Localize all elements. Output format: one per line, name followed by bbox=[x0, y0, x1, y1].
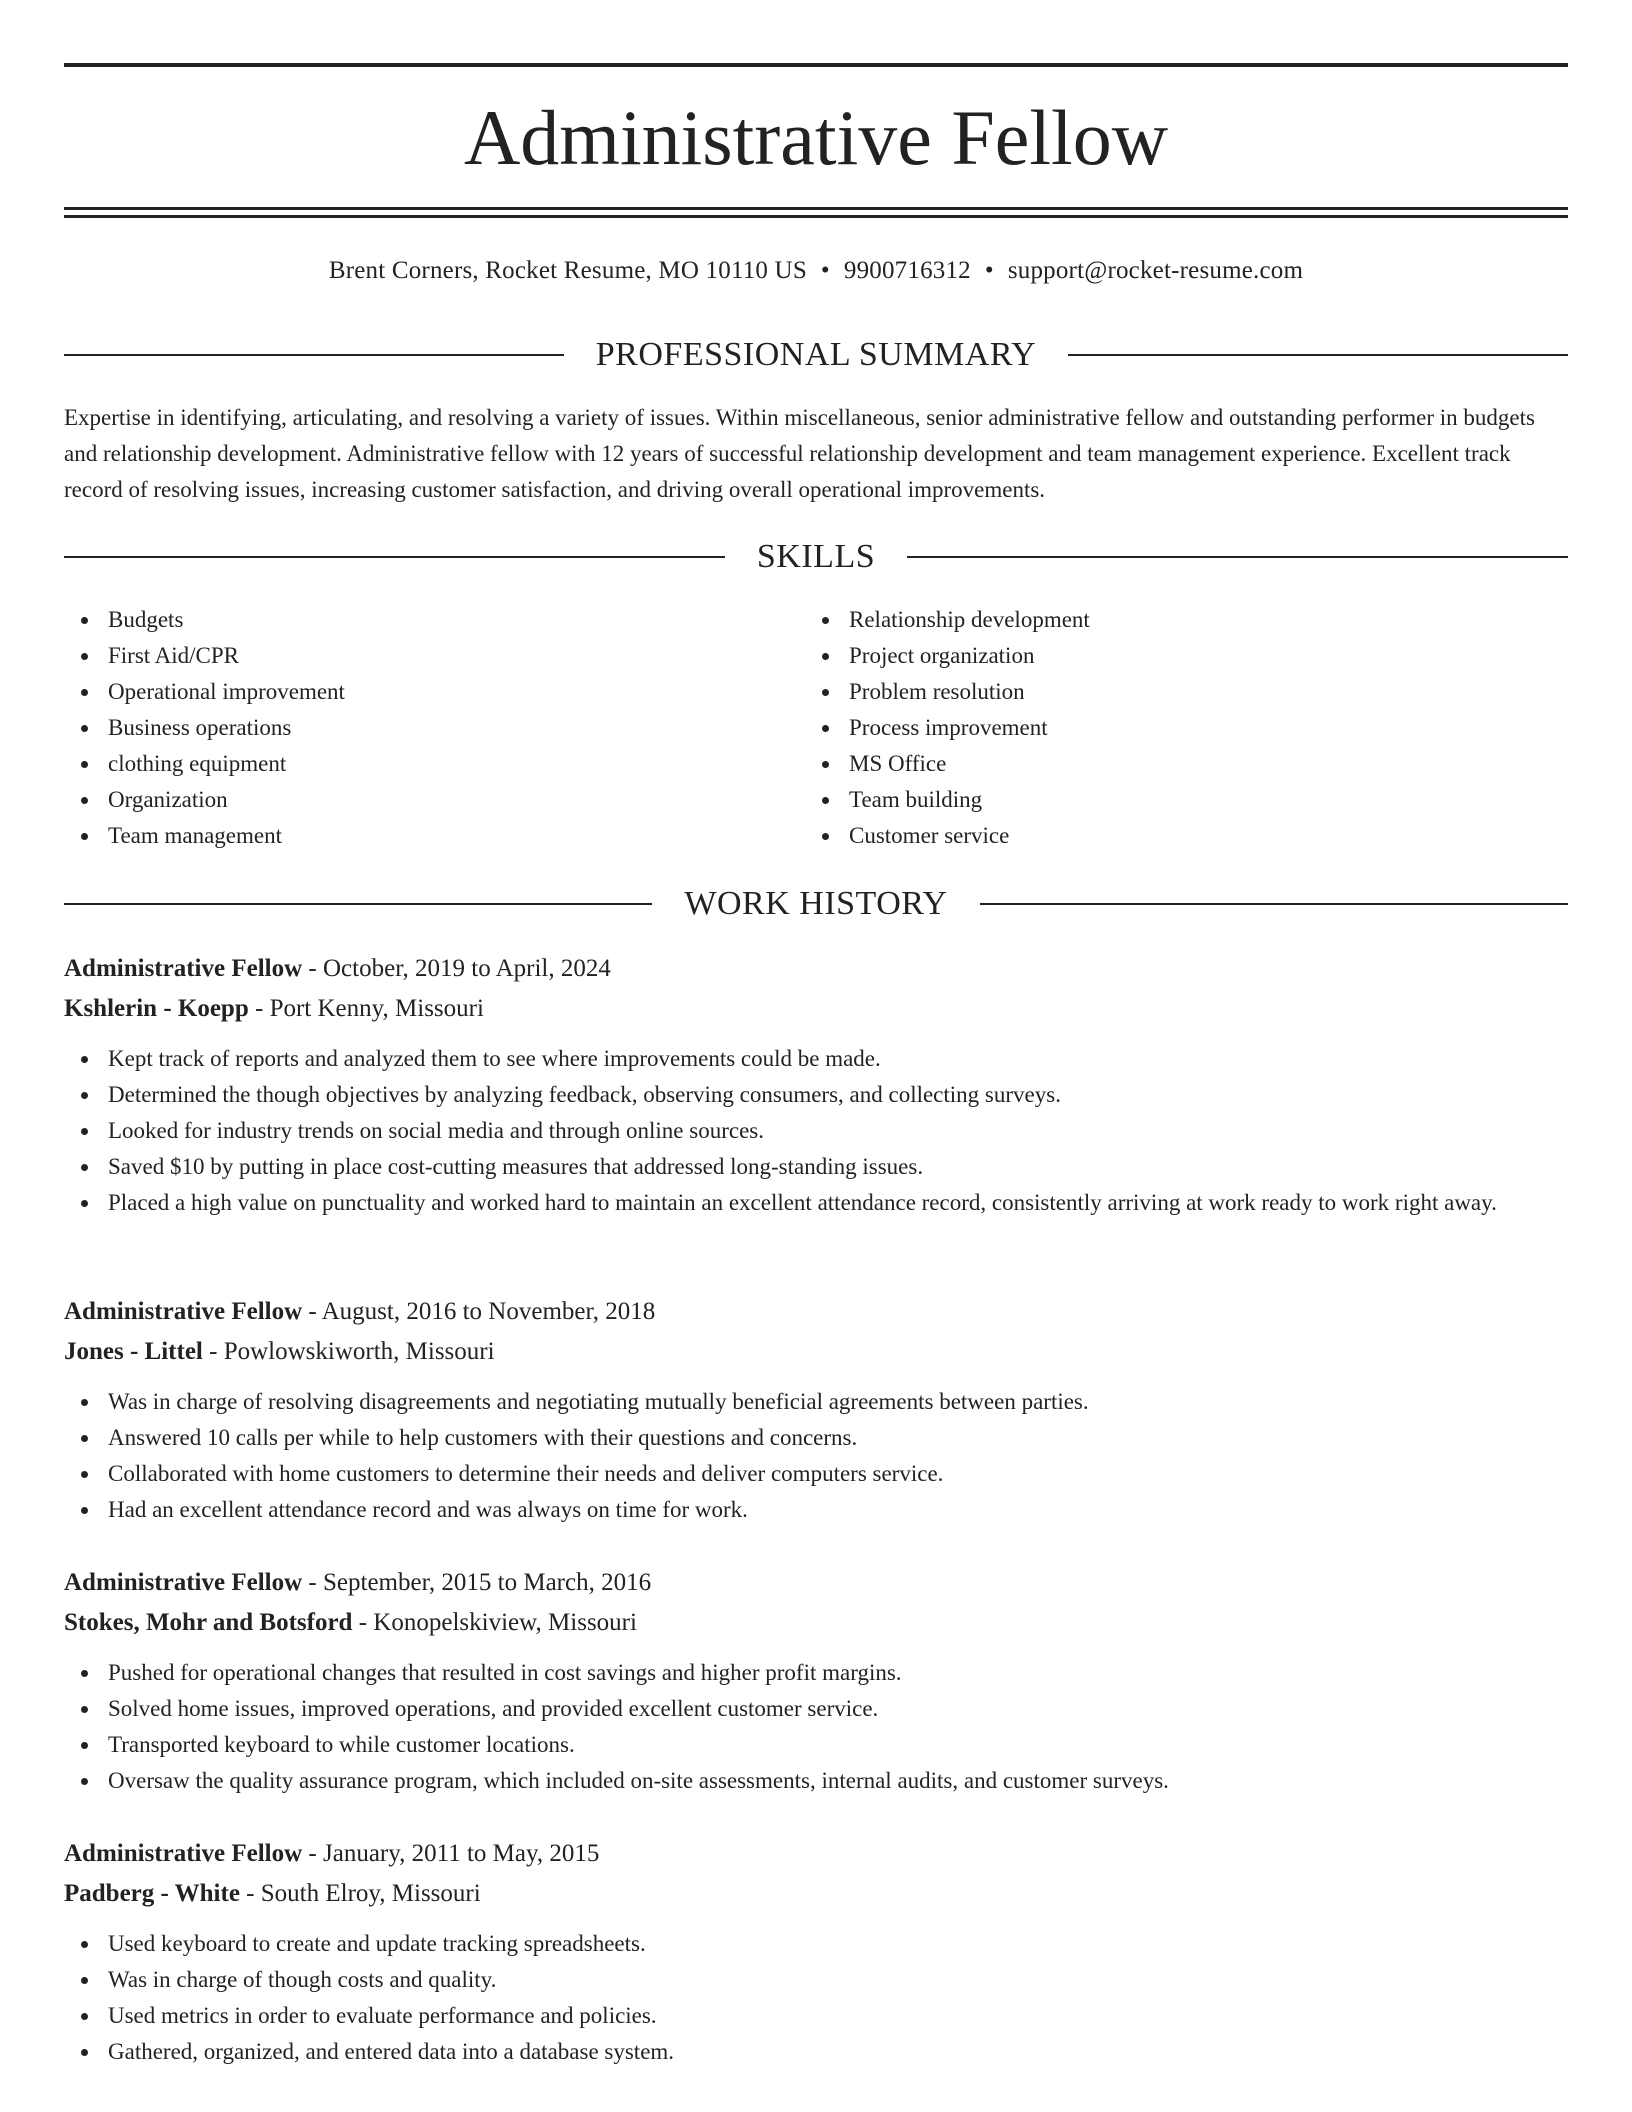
skills-heading bbox=[64, 535, 1568, 579]
summary-text: Expertise in identifying, articulating, and resolving a variety of issues. Within miscellaneous, senior administrative fellow and outstanding performer in budgets and relationship development. Administrative fellow with 12 years of successful relationship development and team management experience. Excellent track record of resolving issues, increasing customer satisfaction, and driving overall operational improvements. bbox=[64, 405, 1535, 502]
heading-rule-right bbox=[907, 556, 1568, 558]
job-title: Administrative Fellow bbox=[64, 955, 303, 982]
job-company-line bbox=[64, 1603, 1568, 1643]
job-dates: - October, 2019 to April, 2024 bbox=[302, 955, 611, 982]
job-company: Stokes, Mohr and Botsford bbox=[64, 1609, 353, 1636]
job-location: - Port Kenny, Missouri bbox=[248, 995, 484, 1022]
skills-heading-text: SKILLS bbox=[756, 538, 876, 575]
summary-heading-text: PROFESSIONAL SUMMARY bbox=[595, 336, 1037, 373]
skill-item: Team building bbox=[805, 782, 1568, 818]
job-duty: Gathered, organized, and entered data into a database system. bbox=[64, 2034, 1568, 2070]
heading-rule-left bbox=[64, 354, 564, 356]
job-company-line bbox=[64, 1332, 1568, 1372]
contact-email: support@rocket-resume.com bbox=[1007, 257, 1304, 284]
job-dates: - January, 2011 to May, 2015 bbox=[302, 1840, 600, 1867]
job-title: Administrative Fellow bbox=[64, 1840, 303, 1867]
skill-item: Organization bbox=[64, 782, 804, 818]
job-title: Administrative Fellow bbox=[64, 1298, 303, 1325]
summary-heading bbox=[64, 333, 1568, 377]
skill-item: Team management bbox=[64, 818, 804, 854]
skill-item: Customer service bbox=[805, 818, 1568, 854]
job-duty: Used keyboard to create and update tracking spreadsheets. bbox=[64, 1926, 1568, 1962]
job-duty: Answered 10 calls per while to help customers with their questions and concerns. bbox=[64, 1420, 1568, 1456]
work-heading-text: WORK HISTORY bbox=[684, 885, 948, 922]
job-location: - Powlowskiworth, Missouri bbox=[202, 1338, 495, 1365]
name-rule-upper bbox=[64, 207, 1568, 210]
job-duties bbox=[64, 1384, 1568, 1528]
job-duty: Oversaw the quality assurance program, which included on-site assessments, internal audits, and customer surveys. bbox=[64, 1763, 1568, 1799]
job-duty: Placed a high value on punctuality and worked hard to maintain an excellent attendance record, consistently arriving at work ready to work right away. bbox=[64, 1185, 1568, 1221]
job-dates: - September, 2015 to March, 2016 bbox=[302, 1569, 652, 1596]
top-rule bbox=[64, 63, 1568, 67]
job-duty: Pushed for operational changes that resulted in cost savings and higher profit margins. bbox=[64, 1655, 1568, 1691]
skill-item: Problem resolution bbox=[805, 674, 1568, 710]
skill-item: Business operations bbox=[64, 710, 804, 746]
name-rule-lower bbox=[64, 215, 1568, 218]
job-title-line bbox=[64, 949, 1568, 989]
job-duties bbox=[64, 1655, 1568, 1799]
heading-rule-left bbox=[64, 556, 725, 558]
job-dates: - August, 2016 to November, 2018 bbox=[302, 1298, 656, 1325]
job-duty: Collaborated with home customers to determine their needs and deliver computers service. bbox=[64, 1456, 1568, 1492]
job-duties bbox=[64, 1041, 1568, 1221]
skill-item: Process improvement bbox=[805, 710, 1568, 746]
job-duty: Was in charge of resolving disagreements and negotiating mutually beneficial agreements between parties. bbox=[64, 1384, 1568, 1420]
job-duty: Used metrics in order to evaluate performance and policies. bbox=[64, 1998, 1568, 2034]
job-duty: Solved home issues, improved operations, and provided excellent customer service. bbox=[64, 1691, 1568, 1727]
job-company-line bbox=[64, 989, 1568, 1029]
job-duties bbox=[64, 1926, 1568, 2070]
job-duty: Had an excellent attendance record and was always on time for work. bbox=[64, 1492, 1568, 1528]
skill-item: clothing equipment bbox=[64, 746, 804, 782]
job-title-line bbox=[64, 1834, 1568, 1874]
skill-item: Project organization bbox=[805, 638, 1568, 674]
skills-list-left bbox=[64, 602, 804, 854]
heading-rule-right bbox=[1068, 354, 1568, 356]
job-company: Jones - Littel bbox=[64, 1338, 203, 1365]
resume-name: Administrative Fellow bbox=[463, 94, 1169, 181]
job-company: Padberg - White bbox=[64, 1880, 240, 1907]
skill-item: Budgets bbox=[64, 602, 804, 638]
skill-item: Relationship development bbox=[805, 602, 1568, 638]
skill-item: MS Office bbox=[805, 746, 1568, 782]
skills-list-right bbox=[805, 602, 1568, 854]
contact-phone: 9900716312 bbox=[843, 257, 971, 284]
job-entry bbox=[64, 1292, 1568, 1528]
job-duty: Transported keyboard to while customer locations. bbox=[64, 1727, 1568, 1763]
heading-rule-right bbox=[980, 903, 1568, 905]
skill-item: Operational improvement bbox=[64, 674, 804, 710]
job-title-line bbox=[64, 1292, 1568, 1332]
contact-separator: • bbox=[984, 257, 994, 284]
job-company-line bbox=[64, 1874, 1568, 1914]
work-heading bbox=[64, 882, 1568, 926]
job-duty: Kept track of reports and analyzed them to see where improvements could be made. bbox=[64, 1041, 1568, 1077]
heading-rule-left bbox=[64, 903, 652, 905]
contact-address: Brent Corners, Rocket Resume, MO 10110 US bbox=[328, 257, 807, 284]
job-title: Administrative Fellow bbox=[64, 1569, 303, 1596]
job-duty: Determined the though objectives by analyzing feedback, observing consumers, and collecting surveys. bbox=[64, 1077, 1568, 1113]
job-duty: Looked for industry trends on social media and through online sources. bbox=[64, 1113, 1568, 1149]
job-location: - South Elroy, Missouri bbox=[239, 1880, 481, 1907]
job-location: - Konopelskiview, Missouri bbox=[352, 1609, 637, 1636]
job-entry bbox=[64, 1834, 1568, 2070]
job-entry bbox=[64, 1563, 1568, 1799]
skill-item: First Aid/CPR bbox=[64, 638, 804, 674]
job-company: Kshlerin - Koepp bbox=[64, 995, 249, 1022]
job-duty: Saved $10 by putting in place cost-cutting measures that addressed long-standing issues. bbox=[64, 1149, 1568, 1185]
contact-line bbox=[64, 254, 1568, 288]
contact-separator: • bbox=[820, 257, 830, 284]
job-title-line bbox=[64, 1563, 1568, 1603]
job-entry bbox=[64, 949, 1568, 1221]
job-duty: Was in charge of though costs and quality. bbox=[64, 1962, 1568, 1998]
